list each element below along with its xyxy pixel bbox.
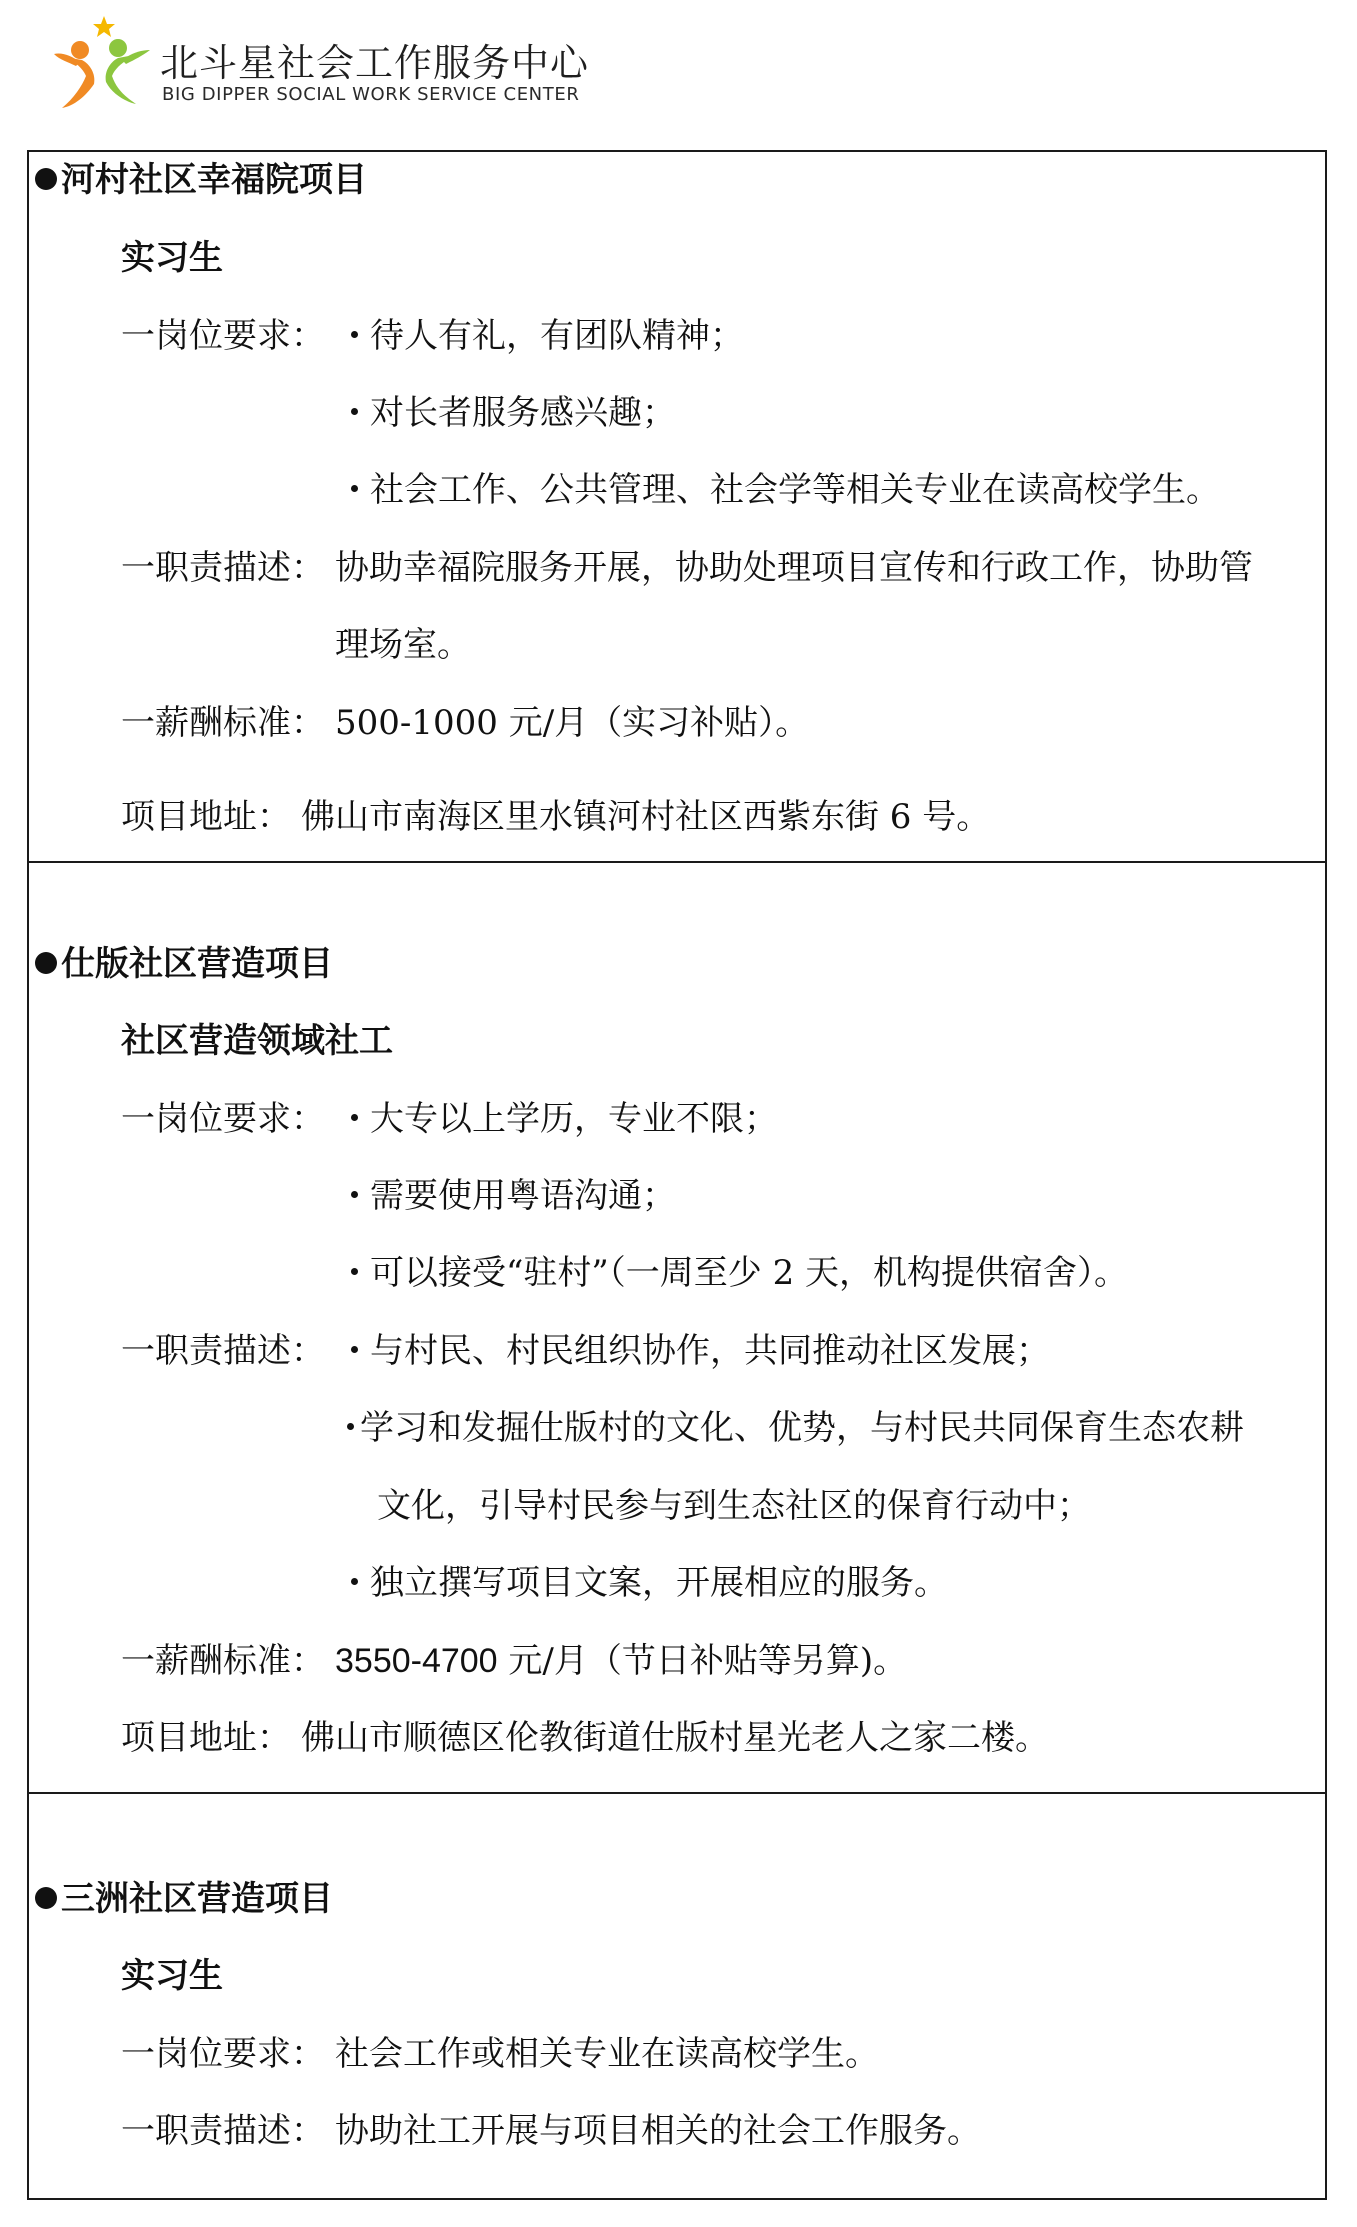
bullet-dot-icon [35,952,57,974]
org-logo-icon [52,14,152,114]
bullet-dot-icon [35,168,57,190]
duty-text: 理场室。 [335,625,471,665]
bullet-dot-icon [35,1887,57,1909]
bullet-dot-icon [351,1578,358,1585]
address-label: 项目地址： [121,797,291,837]
bullet-dot-icon [351,1268,358,1275]
duty-label: 一职责描述： [121,2111,325,2151]
bullet-dot-icon [351,1114,358,1121]
duty-text: 协助社工开展与项目相关的社会工作服务。 [335,2111,981,2151]
page-header [52,14,752,114]
role-title: 实习生 [121,1956,223,1996]
duty-label: 一职责描述： [121,548,325,588]
section-shiban [27,861,1327,1794]
salary-label: 一薪酬标准： [121,1641,325,1681]
duty-label: 一职责描述： [121,1331,325,1371]
address-value: 佛山市顺德区伦教街道仕版村星光老人之家二楼。 [301,1718,1049,1758]
requirement-text: 社会工作或相关专业在读高校学生。 [335,2034,879,2074]
requirement-item: 需要使用粤语沟通； [345,1176,676,1216]
requirements-label: 一岗位要求： [121,2034,325,2074]
bullet-dot-icon [351,1346,358,1353]
requirement-item: 社会工作、公共管理、社会学等相关专业在读高校学生。 [345,470,1220,510]
bullet-dot-icon [351,408,358,415]
address-label: 项目地址： [121,1718,291,1758]
requirement-item: 可以接受“驻村”（一周至少 2 天，机构提供宿舍）。 [345,1253,1128,1293]
address-value: 佛山市南海区里水镇河村社区西紫东街 6 号。 [301,797,991,837]
section-hecun [27,150,1327,863]
requirement-item: 对长者服务感兴趣； [345,393,676,433]
org-name-en: BIG DIPPER SOCIAL WORK SERVICE CENTER [162,84,580,105]
section-title: 仕版社区营造项目 [35,944,333,984]
role-title: 社区营造领域社工 [121,1021,393,1061]
duty-item: 学习和发掘仕版村的文化、优势，与村民共同保育生态农耕 [341,1408,1244,1448]
section-sanzhou [27,1792,1327,2200]
bullet-dot-icon [347,1423,354,1430]
requirement-item: 大专以上学历，专业不限； [345,1099,778,1139]
bullet-dot-icon [351,1191,358,1198]
bullet-dot-icon [351,485,358,492]
salary-label: 一薪酬标准： [121,703,325,743]
duty-item: 独立撰写项目文案，开展相应的服务。 [345,1563,948,1603]
section-title: 三洲社区营造项目 [35,1879,333,1919]
duty-item: 文化，引导村民参与到生态社区的保育行动中； [377,1486,1091,1526]
requirements-label: 一岗位要求： [121,1099,325,1139]
section-title: 河村社区幸福院项目 [35,160,367,200]
requirements-label: 一岗位要求： [121,316,325,356]
role-title: 实习生 [121,238,223,278]
bullet-dot-icon [351,331,358,338]
org-name-cn: 北斗星社会工作服务中心 [160,41,590,85]
duty-text: 协助幸福院服务开展，协助处理项目宣传和行政工作，协助管 [335,548,1253,588]
salary-value: 3550-4700 元/月（节日补贴等另算)。 [335,1641,908,1681]
salary-value: 500-1000 元/月（实习补贴）。 [335,703,810,743]
duty-item: 与村民、村民组织协作，共同推动社区发展； [345,1331,1050,1371]
requirement-item: 待人有礼，有团队精神； [345,316,744,356]
